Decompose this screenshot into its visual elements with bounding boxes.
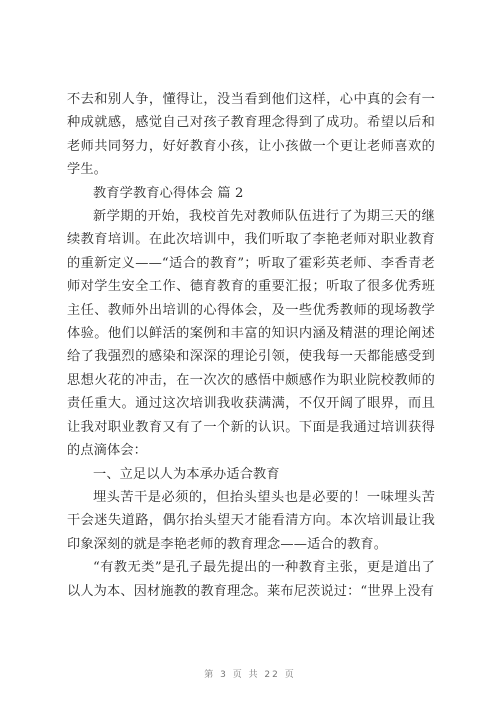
- paragraph-youjiaowulei: “有教无类”是孔子最先提出的一种教育主张，更是道出了以人为本、因材施教的教育理念。莱布尼茨说过：“世界上没有: [67, 560, 435, 599]
- page-number-footer: 第 3 页 共 22 页: [204, 670, 296, 680]
- paragraph-training-intro: 新学期的开始，我校首先对教师队伍进行了为期三天的继续教育培训。在此次培训中，我们听取了李艳老师对职业教育的重新定义——“适合的教育”；听取了霍彩英老师、李香青老师对学生安全工作、德育教育的重要汇报；听取了很多优秀班主任、教师外出培训的心得体会，及一些优秀教师的现场教学体验。他们以鲜活的案例和丰富的知识内涵及精湛的理论阐述给了我强烈的感染和深深的理论引领，使我每一天都能感受到思想火花的冲击，在一次次的感悟中颇感作为职业院校教师的责任重大。通过这次培训我收获满满，不仅开阔了眼界，而且让我对职业教育又有了一个新的认识。下面是我通过培训获得的点滴体会：: [67, 209, 435, 459]
- page-content: [67, 88, 435, 603]
- section-title: 教育学教育心得体会 篇 2: [93, 185, 244, 201]
- subheading-1: 一、立足以人为本承办适合教育: [93, 466, 280, 482]
- paragraph-work-hard: 埋头苦干是必须的，但抬头望头也是必要的！一味埋头苦干会迷失道路，偶尔抬头望天才能看清方向。本次培训最让我印象深刻的就是李艳老师的教育理念——适合的教育。: [67, 489, 435, 552]
- paragraph-continuation: 不去和别人争，懂得让，没当看到他们这样，心中真的会有一种成就感，感觉自己对孩子教育理念得到了成功。希望以后和老师共同努力，好好教育小孩，让小孩做一个更让老师喜欢的学生。: [67, 92, 435, 178]
